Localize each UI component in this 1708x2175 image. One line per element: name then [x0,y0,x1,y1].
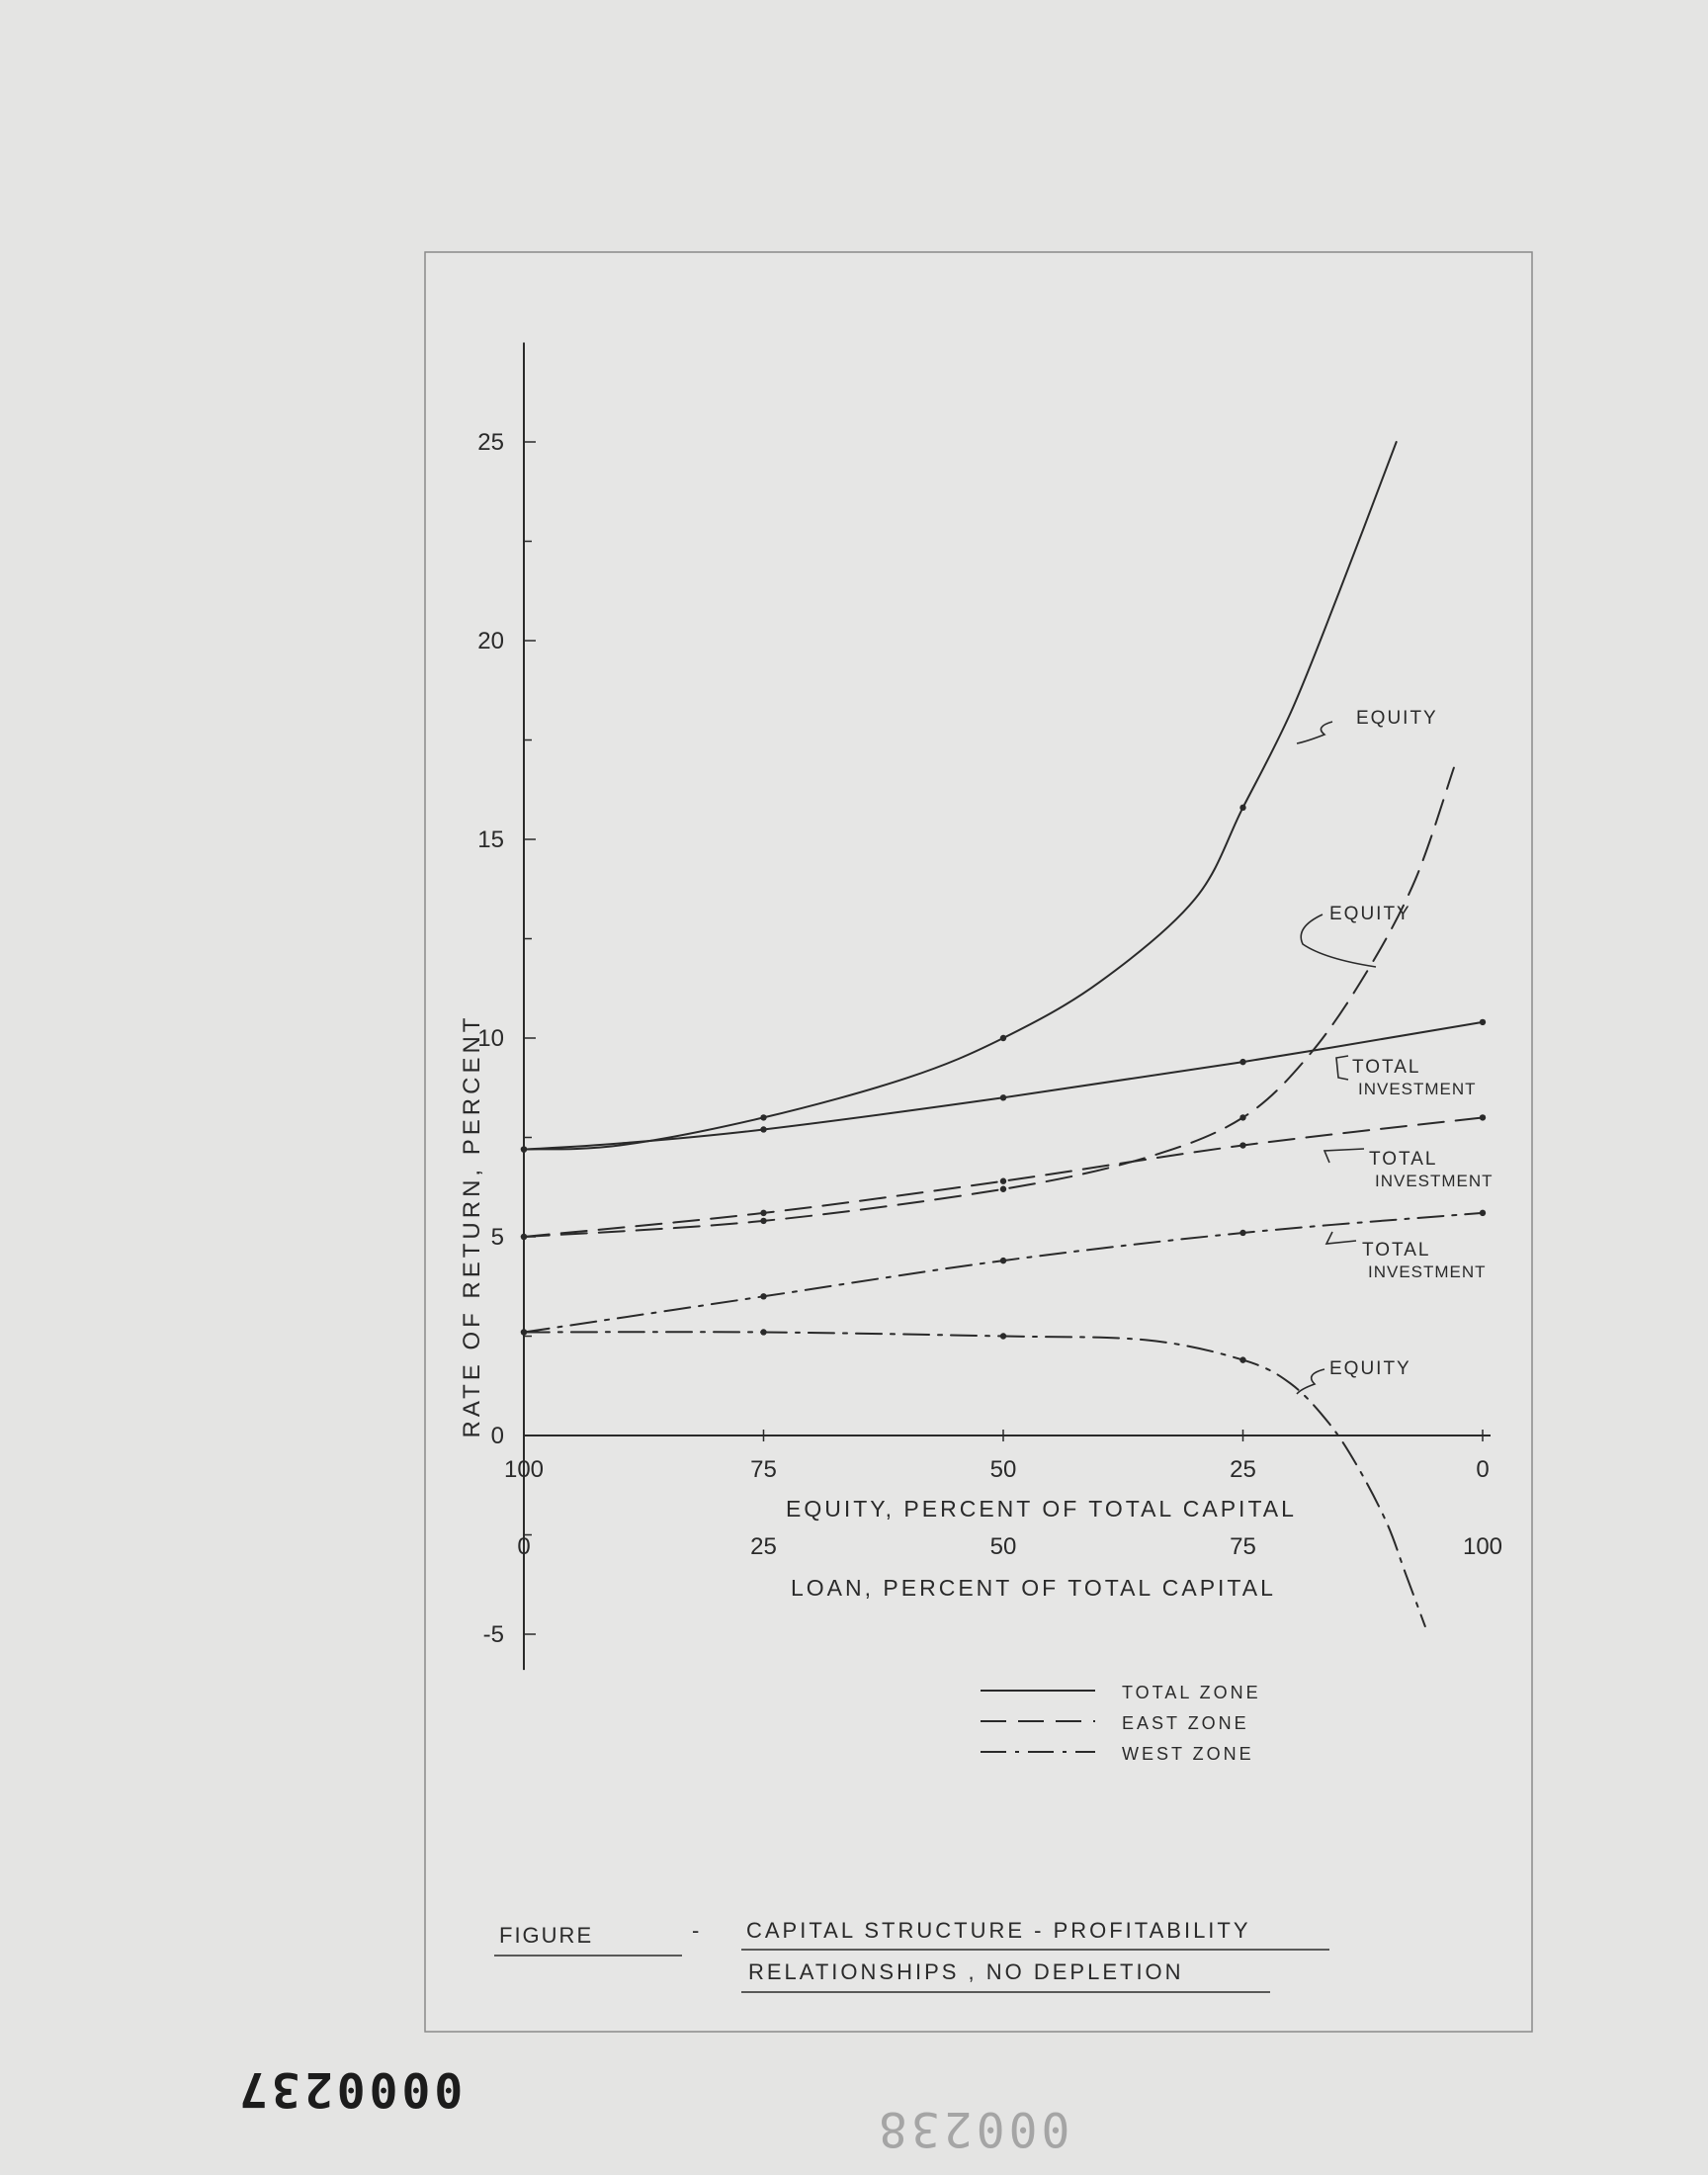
series-point-5 [1239,1356,1245,1362]
series-point-3 [521,1234,527,1240]
y-tick-label: 15 [477,826,504,853]
page-stamp-center: 000238 [875,2101,1070,2156]
curve-label-0: EQUITY [1356,708,1438,729]
y-tick-label: 25 [477,429,504,456]
series-point-0 [760,1114,766,1120]
series-point-1 [760,1126,766,1132]
series-point-4 [1480,1210,1486,1216]
series-point-3 [760,1210,766,1216]
x-secondary-tick-label: 0 [517,1533,531,1560]
x-primary-tick-label: 25 [1230,1456,1256,1483]
series-point-0 [1000,1035,1006,1041]
x-axis-title-loan: LOAN, PERCENT OF TOTAL CAPITAL [791,1575,1276,1601]
curve-label-3-line2: INVESTMENT [1375,1172,1494,1190]
y-tick-label: 0 [490,1423,504,1449]
curve-label-5: EQUITY [1329,1358,1411,1379]
series-point-5 [521,1329,527,1335]
curve-label-1-line2: INVESTMENT [1358,1080,1477,1098]
caption-figure-label: FIGURE [499,1923,594,1948]
series-point-5 [760,1329,766,1335]
x-axis-title-equity: EQUITY, PERCENT OF TOTAL CAPITAL [786,1496,1297,1522]
series-point-2 [1239,1114,1245,1120]
legend-label-1: EAST ZONE [1122,1713,1249,1733]
series-point-4 [1239,1230,1245,1236]
x-primary-tick-label: 75 [750,1456,777,1483]
series-point-1 [1000,1094,1006,1100]
caption-dash: - [692,1918,700,1943]
x-primary-tick-label: 0 [1476,1456,1490,1483]
y-tick-label: -5 [482,1621,504,1648]
curve-label-4-line1: TOTAL [1362,1240,1431,1261]
series-point-1 [1239,1059,1245,1065]
x-primary-tick-label: 100 [503,1456,545,1483]
caption-title-line2: RELATIONSHIPS , NO DEPLETION [748,1959,1184,1984]
y-axis-title: RATE OF RETURN, PERCENT [459,1013,485,1438]
curve-label-4-line2: INVESTMENT [1368,1262,1487,1281]
x-secondary-tick-label: 100 [1462,1533,1503,1560]
caption-title-line1: CAPITAL STRUCTURE - PROFITABILITY [746,1918,1251,1943]
legend-label-2: WEST ZONE [1122,1744,1254,1764]
x-secondary-tick-label: 75 [1230,1533,1256,1560]
curve-label-1-line1: TOTAL [1352,1057,1421,1078]
series-point-2 [1000,1186,1006,1192]
curve-label-3-line1: TOTAL [1369,1149,1438,1170]
curve-label-2: EQUITY [1329,904,1411,924]
x-primary-tick-label: 50 [989,1456,1017,1483]
y-tick-label: 10 [477,1025,504,1052]
x-secondary-tick-label: 25 [750,1533,777,1560]
series-point-1 [1480,1019,1486,1025]
legend-label-0: TOTAL ZONE [1122,1683,1261,1702]
series-point-4 [1000,1258,1006,1263]
page-stamp-left: 0000237 [235,2061,464,2117]
figure-frame [425,252,1532,2032]
series-point-0 [1239,805,1245,811]
series-point-3 [1239,1142,1245,1148]
series-point-3 [1000,1178,1006,1184]
series-point-4 [760,1293,766,1299]
x-secondary-tick-label: 50 [989,1533,1017,1560]
y-tick-label: 5 [490,1224,504,1251]
series-point-3 [1480,1114,1486,1120]
series-point-1 [521,1146,527,1152]
series-point-5 [1000,1333,1006,1339]
series-point-2 [760,1218,766,1224]
y-tick-label: 20 [477,628,504,654]
